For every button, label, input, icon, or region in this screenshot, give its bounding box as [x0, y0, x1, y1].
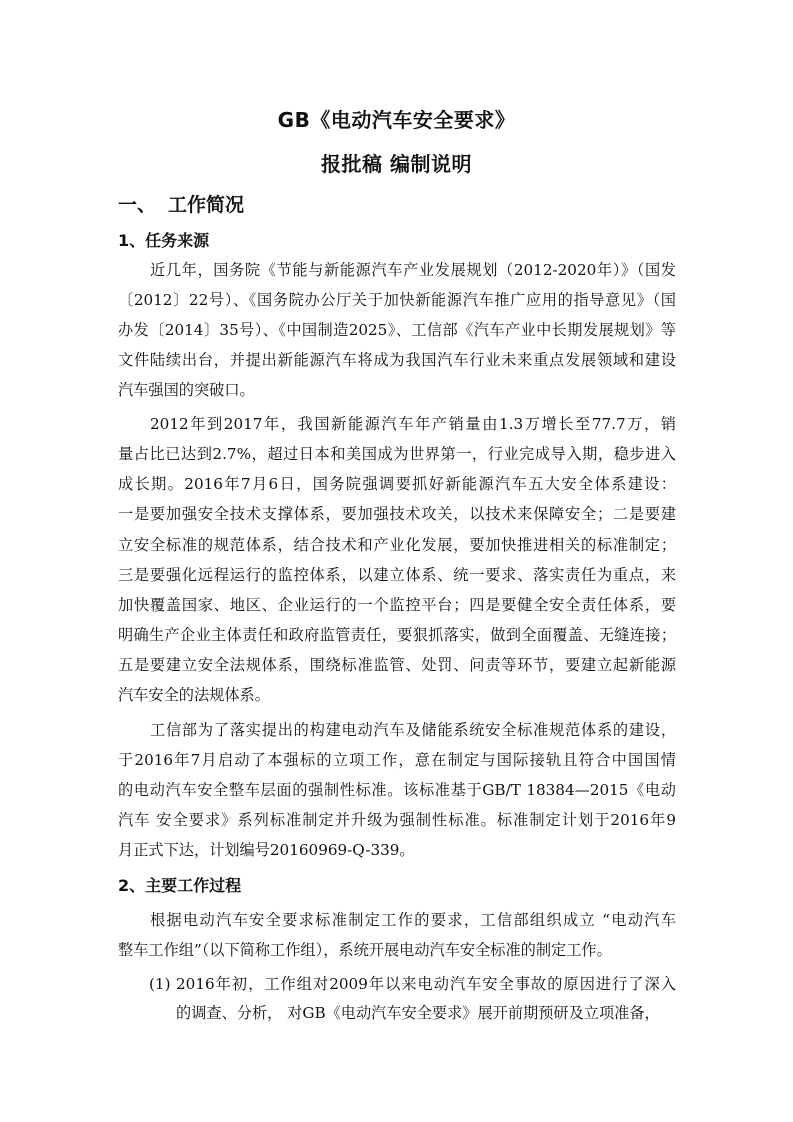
paragraph-line: 整车工作组”（以下简称工作组），系统开展电动汽车安全标准的制定工作。 — [118, 941, 612, 959]
section-number: 一、 — [118, 194, 157, 216]
section-heading — [118, 190, 244, 217]
paragraph-line: 成长期。2016年7月6日，国务院强调要抓好新能源汽车五大安全体系建设： — [118, 475, 676, 493]
list-item-line: 2016年初，工作组对2009年以来电动汽车安全事故的原因进行了深入 — [176, 975, 676, 993]
paragraph-line: 一是要加强安全技术支撑体系，要加强技术攻关，以技术来保障安全；二是要建 — [118, 505, 676, 523]
paragraph-line: 量占比已达到2.7%，超过日本和美国成为世界第一，行业完成导入期，稳步进入 — [118, 445, 676, 463]
paragraph-line: 月正式下达，计划编号20160969-Q-339。 — [118, 841, 415, 859]
section-title: 工作简况 — [168, 194, 245, 216]
paragraph-line: 的电动汽车安全整车层面的强制性标准。该标准基于GB/T 18384—2015《电动 — [118, 781, 676, 799]
paragraph-line: 立安全标准的规范体系，结合技术和产业化发展，要加快推进相关的标准制定； — [118, 536, 676, 554]
paragraph-line: 汽车强国的突破口。 — [118, 381, 255, 399]
list-item-line: 的调查、分析， 对GB《电动汽车安全要求》展开前期预研及立项准备， — [176, 1004, 660, 1022]
subsection-heading-1: 1、任务来源 — [118, 231, 210, 250]
document-title: GB《电动汽车安全要求》 — [277, 108, 516, 132]
paragraph-line: 2012年到2017年，我国新能源汽车年产销量由1.3万增长至77.7万，销 — [150, 415, 676, 433]
document-subtitle: 报批稿 编制说明 — [321, 152, 472, 176]
paragraph-line: 文件陆续出台，并提出新能源汽车将成为我国汽车行业未来重点发展领域和建设 — [118, 351, 676, 369]
paragraph-line: 根据电动汽车安全要求标准制定工作的要求，工信部组织成立 “电动汽车 — [150, 911, 676, 929]
paragraph-line: 三是要强化远程运行的监控体系，以建立体系、统一要求、落实责任为重点，来 — [118, 566, 676, 584]
paragraph-line: 办发〔2014〕35号）、《中国制造2025》、工信部《汽车产业中长期发展规划》等 — [118, 321, 676, 339]
paragraph-line: 汽车安全的法规体系。 — [118, 686, 270, 704]
subsection-heading-2: 2、主要工作过程 — [118, 876, 242, 895]
paragraph-line: 近几年，国务院《节能与新能源汽车产业发展规划（2012-2020年）》（国发 — [150, 261, 676, 279]
paragraph-line: 明确生产企业主体责任和政府监管责任，要狠抓落实，做到全面覆盖、无缝连接； — [118, 626, 676, 644]
paragraph-line: 加快覆盖国家、地区、企业运行的一个监控平台；四是要健全安全责任体系，要 — [118, 596, 676, 614]
paragraph-line: 于2016年7月启动了本强标的立项工作，意在制定与国际接轨且符合中国国情 — [118, 751, 676, 769]
paragraph-line: 工信部为了落实提出的构建电动汽车及储能系统安全标准规范体系的建设， — [150, 721, 676, 739]
list-item-number: (1) — [149, 975, 171, 993]
paragraph-line: 汽车 安全要求》系列标准制定并升级为强制性标准。标准制定计划于2016年9 — [118, 811, 676, 829]
paragraph-line: 五是要建立安全法规体系，围绕标准监管、处罚、问责等环节，要建立起新能源 — [118, 656, 676, 674]
paragraph-line: 〔2012〕22号）、《国务院办公厅关于加快新能源汽车推广应用的指导意见》（国 — [118, 291, 676, 309]
